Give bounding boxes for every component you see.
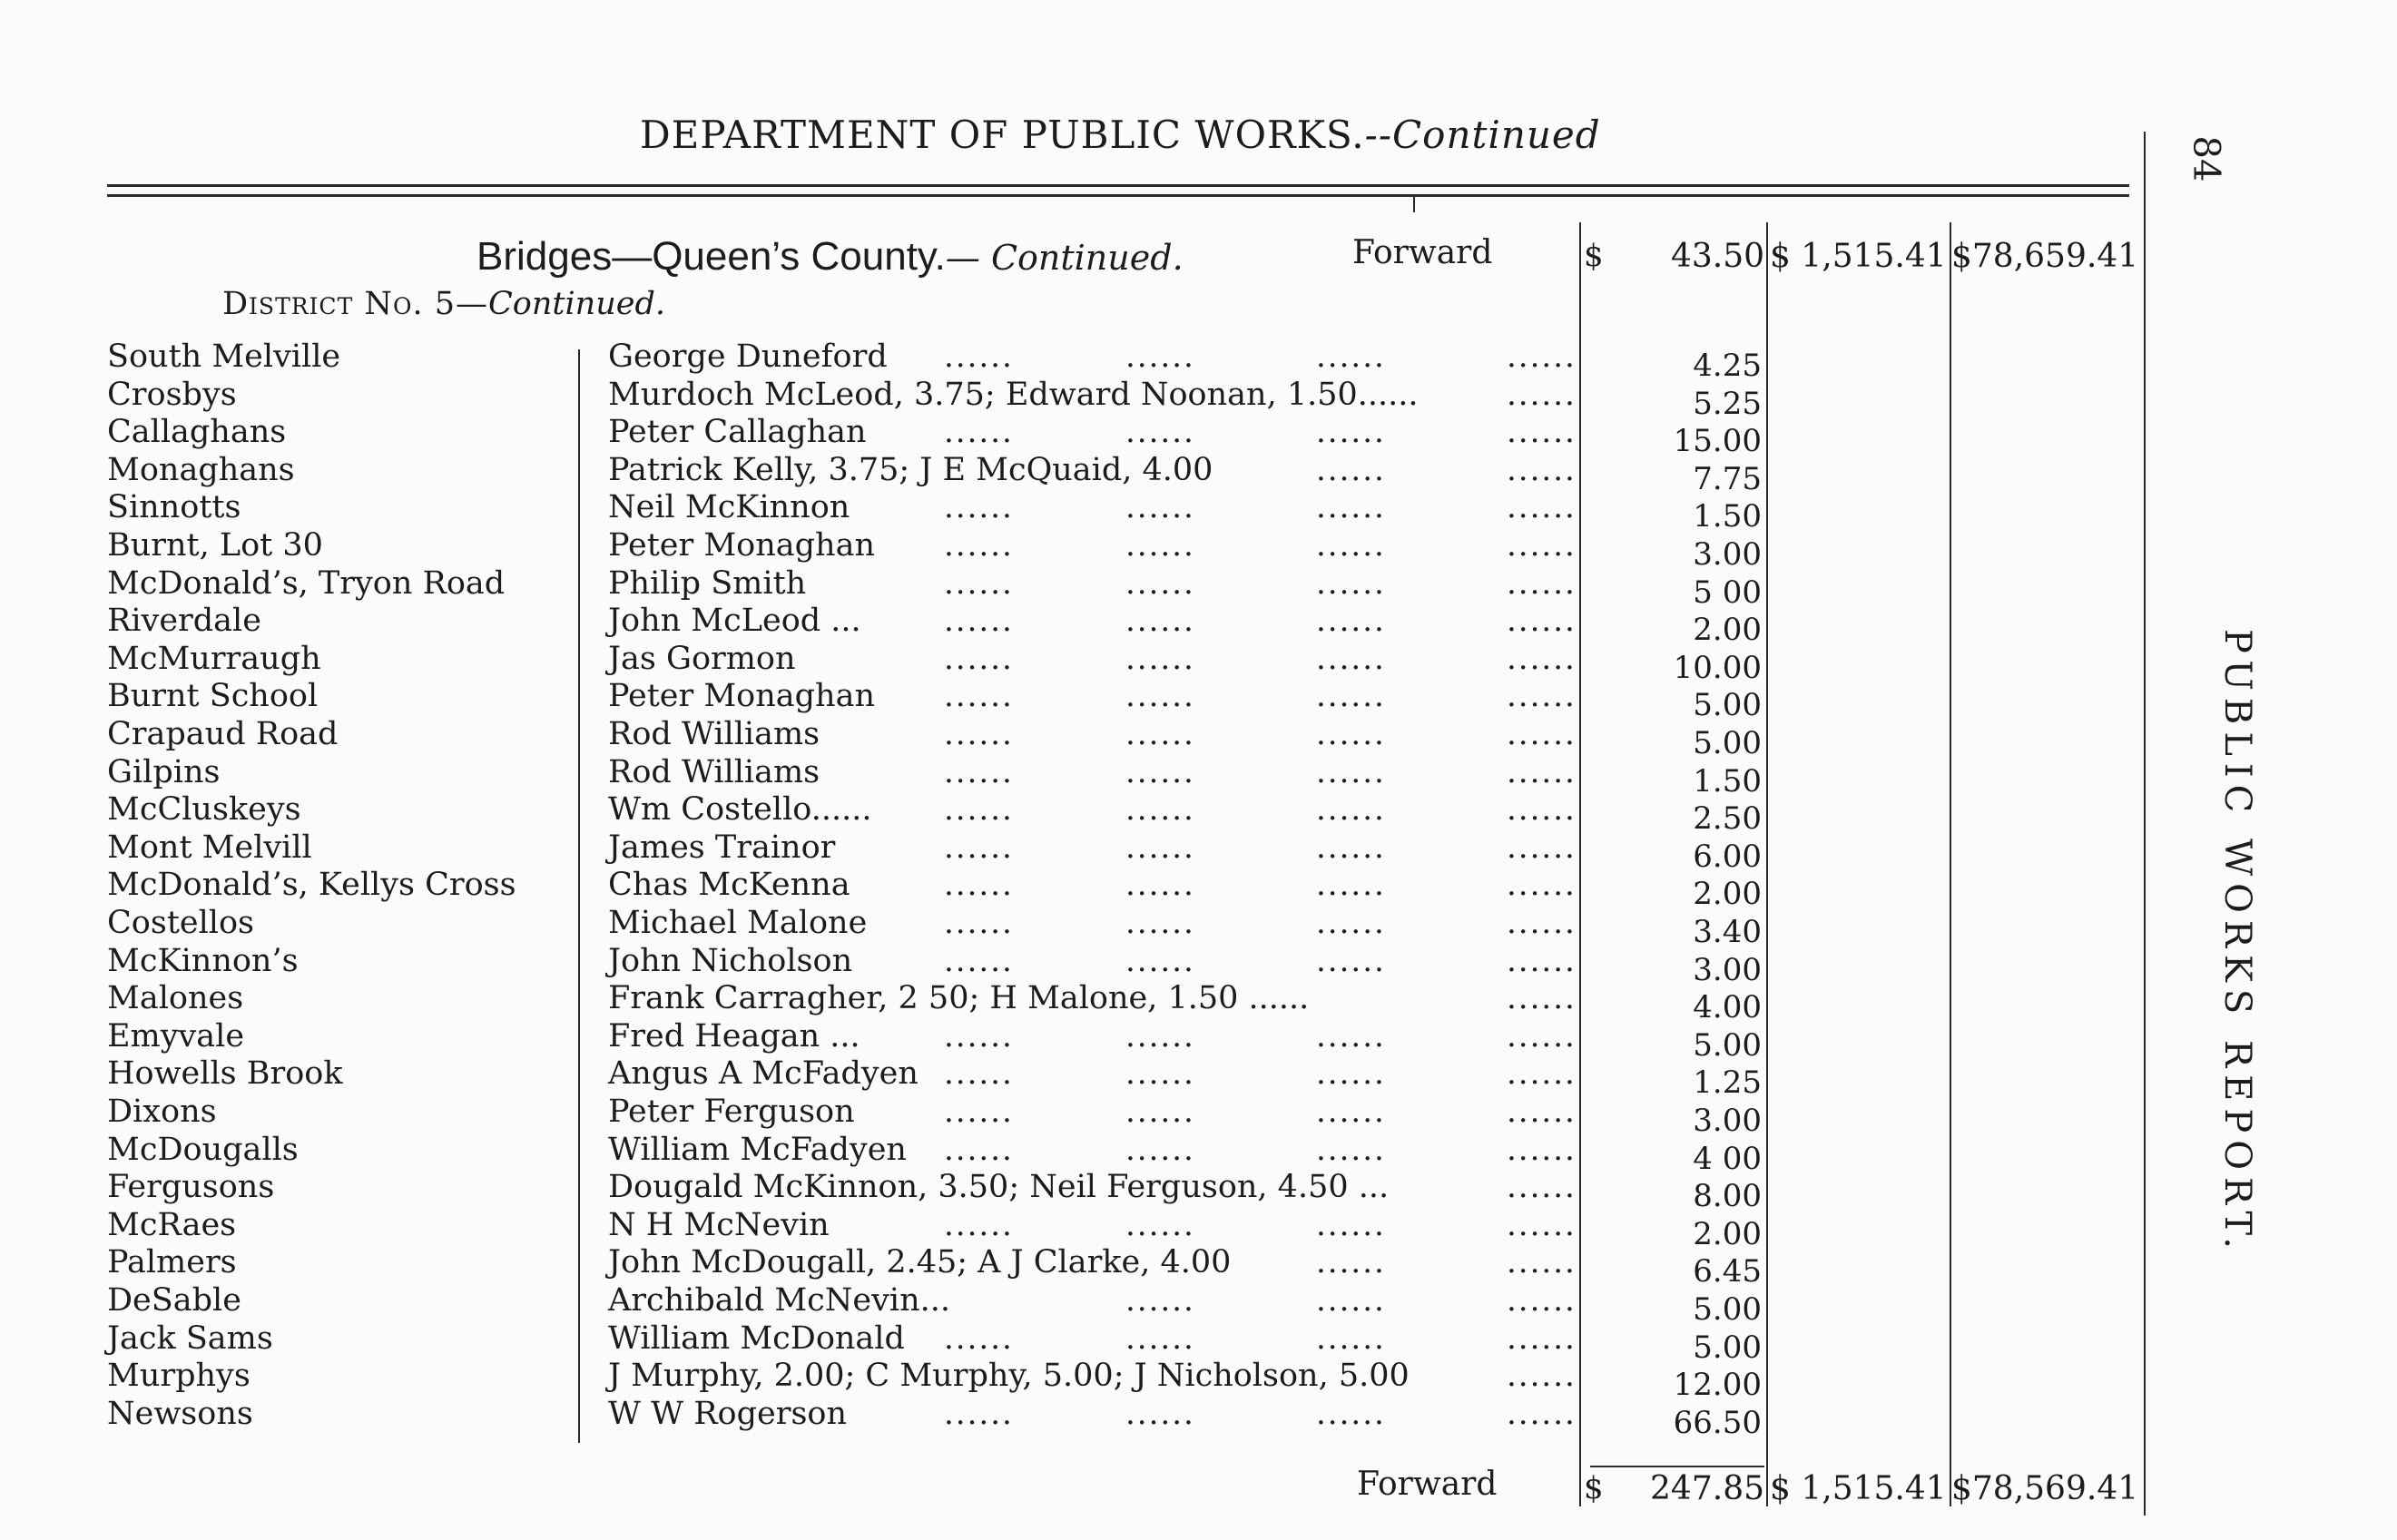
table-row [0, 1094, 2397, 1139]
leader-dots: ...... [944, 414, 1014, 451]
leader-dots: ...... [944, 1395, 1014, 1432]
table-row [0, 414, 2397, 460]
leader-dots: ...... [1507, 791, 1577, 829]
forward-bottom-col2: $ 1,515.41 [1770, 1470, 1947, 1507]
leader-dots: ...... [1125, 338, 1195, 375]
leader-dots: ...... [1125, 640, 1195, 677]
forward-bottom-col1: 247.85 [1650, 1470, 1764, 1507]
leader-dots: ...... [944, 791, 1014, 829]
entry-payee: John McLeod ... [608, 603, 861, 640]
leader-dots: ...... [1507, 603, 1577, 640]
leader-dots: ...... [1507, 338, 1577, 375]
header-rule-tick [1413, 194, 1415, 212]
leader-dots: ...... [1316, 678, 1386, 715]
entry-place: Crapaud Road [107, 716, 339, 752]
table-row [0, 603, 2397, 649]
leader-dots: ...... [944, 942, 1014, 979]
entry-amount: 5.00 [1693, 1026, 1762, 1064]
entry-payee: Chas McKenna [608, 867, 850, 904]
entry-payee: Michael Malone [608, 905, 868, 941]
leader-dots: ...... [1507, 829, 1577, 866]
page-title-continued: --Continued [1364, 113, 1601, 157]
entry-amount: 2.50 [1693, 800, 1762, 838]
entry-payee: Philip Smith [608, 564, 807, 602]
entry-place: McCluskeys [107, 791, 301, 829]
entry-payee: Jas Gormon [608, 640, 796, 677]
entry-payee: John McDougall, 2.45; A J Clarke, 4.00 [608, 1244, 1232, 1281]
leader-dots: ...... [1316, 1395, 1386, 1432]
entry-amount: 5.00 [1693, 725, 1762, 761]
entry-payee: Wm Costello...... [608, 791, 872, 829]
entry-payee: Peter Callaghan [608, 414, 867, 451]
leader-dots: ...... [1125, 867, 1195, 904]
district-heading [222, 286, 665, 322]
leader-dots: ...... [1507, 640, 1577, 677]
leader-dots: ...... [1316, 829, 1386, 866]
header-rule-bottom [107, 194, 2129, 197]
entry-place: DeSable [107, 1282, 241, 1319]
side-title: PUBLIC WORKS REPORT. [2216, 629, 2258, 1256]
table-row [0, 1395, 2397, 1441]
entry-place: Burnt School [107, 678, 319, 715]
total-rule [1590, 1466, 1764, 1467]
entry-place: Mont Melvill [107, 829, 312, 866]
table-row [0, 1244, 2397, 1290]
leader-dots: ...... [944, 1131, 1014, 1168]
entry-place: Dixons [107, 1094, 217, 1130]
entry-place: McDonald’s, Tryon Road [107, 564, 506, 602]
entry-amount: 66.50 [1673, 1404, 1762, 1441]
entry-amount: 5.25 [1693, 385, 1762, 422]
entry-place: South Melville [107, 338, 341, 375]
entry-payee: Murdoch McLeod, 3.75; Edward Noonan, 1.50...... [608, 376, 1419, 413]
entry-payee: N H McNevin [608, 1206, 830, 1243]
table-row [0, 1017, 2397, 1064]
entry-place: McMurraugh [107, 640, 321, 677]
leader-dots: ...... [944, 753, 1014, 790]
entry-place: Murphys [107, 1358, 251, 1395]
leader-dots: ...... [944, 1094, 1014, 1130]
leader-dots: ...... [1507, 716, 1577, 752]
entry-amount: 5.00 [1693, 1291, 1762, 1328]
entry-amount: 5 00 [1693, 574, 1762, 611]
leader-dots: ...... [1507, 867, 1577, 904]
forward-top-col1: 43.50 [1670, 238, 1764, 275]
entry-amount: 6.00 [1693, 838, 1762, 875]
table-row [0, 376, 2397, 422]
entry-amount: 3.00 [1693, 951, 1762, 988]
table-row [0, 942, 2397, 988]
table-row [0, 564, 2397, 611]
entry-amount: 3.00 [1693, 1103, 1762, 1139]
leader-dots: ...... [1125, 942, 1195, 979]
leader-dots: ...... [1507, 942, 1577, 979]
leader-dots: ...... [1125, 1319, 1195, 1357]
entry-place: Crosbys [107, 376, 237, 413]
entry-place: McDonald’s, Kellys Cross [107, 867, 516, 904]
entry-amount: 5.00 [1693, 1329, 1762, 1366]
leader-dots: ...... [1125, 753, 1195, 790]
leader-dots: ...... [1507, 1282, 1577, 1319]
entry-payee: William McFadyen [608, 1131, 907, 1168]
entry-amount: 4.25 [1693, 348, 1762, 384]
leader-dots: ...... [1507, 1395, 1577, 1432]
table-row [0, 716, 2397, 761]
leader-dots: ...... [1125, 1094, 1195, 1130]
leader-dots: ...... [1507, 1358, 1577, 1395]
forward-top-col2: $ 1,515.41 [1770, 238, 1947, 275]
leader-dots: ...... [1125, 1282, 1195, 1319]
entry-payee: Rod Williams [608, 753, 820, 790]
entry-place: McRaes [107, 1206, 237, 1243]
leader-dots: ...... [1507, 527, 1577, 564]
entry-payee: Peter Monaghan [608, 678, 875, 715]
entry-amount: 4.00 [1693, 989, 1762, 1026]
forward-top-label: Forward [1352, 234, 1493, 271]
entry-amount: 1.50 [1693, 498, 1762, 535]
leader-dots: ...... [1507, 451, 1577, 488]
leader-dots: ...... [1507, 1055, 1577, 1093]
table-row [0, 867, 2397, 913]
leader-dots: ...... [1316, 564, 1386, 602]
leader-dots: ...... [944, 716, 1014, 752]
leader-dots: ...... [1125, 1395, 1195, 1432]
table-row [0, 451, 2397, 497]
leader-dots: ...... [944, 640, 1014, 677]
leader-dots: ...... [1316, 338, 1386, 375]
page-title-text: DEPARTMENT OF PUBLIC WORKS. [640, 113, 1365, 157]
leader-dots: ...... [1316, 527, 1386, 564]
leader-dots: ...... [1316, 1055, 1386, 1093]
entry-amount: 5.00 [1693, 687, 1762, 724]
entry-amount: 3.00 [1693, 536, 1762, 573]
leader-dots: ...... [1316, 753, 1386, 790]
leader-dots: ...... [1507, 414, 1577, 451]
entry-payee: Fred Heagan ... [608, 1017, 860, 1054]
leader-dots: ...... [1125, 716, 1195, 752]
leader-dots: ...... [1507, 1244, 1577, 1281]
entry-place: Malones [107, 980, 244, 1017]
entry-place: McKinnon’s [107, 942, 299, 979]
entry-amount: 6.45 [1693, 1253, 1762, 1290]
leader-dots: ...... [1316, 867, 1386, 904]
leader-dots: ...... [1507, 1017, 1577, 1054]
leader-dots: ...... [1316, 603, 1386, 640]
table-row [0, 1206, 2397, 1252]
leader-dots: ...... [944, 1055, 1014, 1093]
entry-place: Costellos [107, 905, 255, 941]
leader-dots: ...... [1316, 905, 1386, 941]
entry-payee: Dougald McKinnon, 3.50; Neil Ferguson, 4.50 ... [608, 1169, 1390, 1206]
leader-dots: ...... [1507, 489, 1577, 526]
table-row [0, 489, 2397, 535]
leader-dots: ...... [944, 829, 1014, 866]
table-row [0, 1358, 2397, 1404]
leader-dots: ...... [1507, 1131, 1577, 1168]
table-row [0, 980, 2397, 1026]
entry-amount: 1.25 [1693, 1064, 1762, 1102]
table-row [0, 1319, 2397, 1366]
leader-dots: ...... [1125, 678, 1195, 715]
table-row [0, 1169, 2397, 1215]
entry-payee: W W Rogerson [608, 1395, 848, 1432]
entry-amount: 12.00 [1673, 1367, 1762, 1404]
entry-payee: George Duneford [608, 338, 888, 375]
leader-dots: ...... [1125, 905, 1195, 941]
header-rule-top [107, 184, 2129, 187]
leader-dots: ...... [944, 527, 1014, 564]
forward-bottom-col3: $78,569.41 [1951, 1470, 2139, 1507]
entry-payee: Angus A McFadyen [608, 1055, 919, 1093]
entry-amount: 2.00 [1693, 1215, 1762, 1252]
district-heading-text: District No. 5— [222, 286, 489, 322]
forward-top-col3: $78,659.41 [1951, 238, 2139, 275]
entry-place: Emyvale [107, 1017, 245, 1054]
leader-dots: ...... [1316, 1282, 1386, 1319]
leader-dots: ...... [1507, 980, 1577, 1017]
section-heading-continued: — Continued. [945, 238, 1184, 278]
table-row [0, 527, 2397, 573]
leader-dots: ...... [944, 1017, 1014, 1054]
leader-dots: ...... [1125, 791, 1195, 829]
entry-payee: Peter Monaghan [608, 527, 875, 564]
entry-place: Burnt, Lot 30 [107, 527, 323, 564]
entry-place: Callaghans [107, 414, 287, 451]
entry-amount: 3.40 [1693, 914, 1762, 950]
leader-dots: ...... [1125, 603, 1195, 640]
leader-dots: ...... [1316, 1017, 1386, 1054]
page-number: 84 [2185, 135, 2227, 182]
district-heading-continued: Continued. [488, 286, 665, 322]
entry-place: Jack Sams [107, 1319, 273, 1357]
leader-dots: ...... [1125, 1017, 1195, 1054]
leader-dots: ...... [1507, 1169, 1577, 1206]
leader-dots: ...... [944, 338, 1014, 375]
leader-dots: ...... [1507, 753, 1577, 790]
leader-dots: ...... [944, 867, 1014, 904]
leader-dots: ...... [1316, 942, 1386, 979]
table-row [0, 1131, 2397, 1177]
leader-dots: ...... [944, 1206, 1014, 1243]
leader-dots: ...... [1507, 905, 1577, 941]
entry-amount: 8.00 [1693, 1178, 1762, 1215]
table-row [0, 791, 2397, 838]
leader-dots: ...... [1507, 1319, 1577, 1357]
leader-dots: ...... [1316, 451, 1386, 488]
leader-dots: ...... [1125, 489, 1195, 526]
entry-amount: 2.00 [1693, 876, 1762, 913]
table-row [0, 1282, 2397, 1328]
section-heading-text: Bridges—Queen’s County. [476, 234, 946, 279]
entry-place: Gilpins [107, 753, 221, 790]
entry-amount: 4 00 [1693, 1140, 1762, 1177]
entry-place: Newsons [107, 1395, 253, 1432]
entry-place: Sinnotts [107, 489, 241, 526]
table-row [0, 753, 2397, 799]
leader-dots: ...... [1316, 1244, 1386, 1281]
leader-dots: ...... [1316, 1319, 1386, 1357]
leader-dots: ...... [944, 603, 1014, 640]
table-row [0, 338, 2397, 384]
leader-dots: ...... [944, 1319, 1014, 1357]
forward-bottom-dollar: $ [1584, 1470, 1604, 1506]
page-title [640, 113, 1601, 157]
leader-dots: ...... [1316, 489, 1386, 526]
entry-payee: Patrick Kelly, 3.75; J E McQuaid, 4.00 [608, 451, 1213, 488]
leader-dots: ...... [1125, 1055, 1195, 1093]
leader-dots: ...... [1316, 414, 1386, 451]
entry-place: Palmers [107, 1244, 237, 1281]
entry-payee: Neil McKinnon [608, 489, 850, 526]
entry-payee: Peter Ferguson [608, 1094, 855, 1130]
leader-dots: ...... [1507, 678, 1577, 715]
leader-dots: ...... [944, 905, 1014, 941]
leader-dots: ...... [1316, 791, 1386, 829]
entry-payee: John Nicholson [608, 942, 853, 979]
entry-amount: 2.00 [1693, 612, 1762, 649]
entry-payee: J Murphy, 2.00; C Murphy, 5.00; J Nicholson, 5.00 [608, 1358, 1410, 1395]
leader-dots: ...... [944, 489, 1014, 526]
entry-place: Howells Brook [107, 1055, 343, 1093]
leader-dots: ...... [1125, 527, 1195, 564]
entry-amount: 1.50 [1693, 762, 1762, 799]
table-row [0, 1055, 2397, 1102]
entry-payee: Rod Williams [608, 716, 820, 752]
leader-dots: ...... [1507, 376, 1577, 413]
leader-dots: ...... [1316, 1131, 1386, 1168]
entry-payee: William McDonald [608, 1319, 905, 1357]
leader-dots: ...... [1125, 1131, 1195, 1168]
leader-dots: ...... [1125, 414, 1195, 451]
leader-dots: ...... [1507, 1094, 1577, 1130]
entry-payee: Archibald McNevin... [608, 1282, 951, 1319]
leader-dots: ...... [1316, 640, 1386, 677]
entry-amount: 7.75 [1693, 460, 1762, 497]
leader-dots: ...... [1125, 564, 1195, 602]
entry-place: Riverdale [107, 603, 261, 640]
table-row [0, 640, 2397, 686]
leader-dots: ...... [1125, 1206, 1195, 1243]
leader-dots: ...... [1507, 1206, 1577, 1243]
forward-bottom-label: Forward [1357, 1466, 1498, 1503]
entry-payee: Frank Carragher, 2 50; H Malone, 1.50 ...... [608, 980, 1310, 1017]
entry-payee: James Trainor [608, 829, 836, 866]
leader-dots: ...... [1507, 564, 1577, 602]
leader-dots: ...... [944, 678, 1014, 715]
leader-dots: ...... [1316, 1094, 1386, 1130]
entry-place: Monaghans [107, 451, 295, 488]
forward-top-dollar: $ [1584, 238, 1604, 274]
entry-amount: 15.00 [1673, 423, 1762, 460]
leader-dots: ...... [1125, 829, 1195, 866]
leader-dots: ...... [1316, 1206, 1386, 1243]
entry-place: McDougalls [107, 1131, 299, 1168]
table-row [0, 678, 2397, 724]
leader-dots: ...... [944, 564, 1014, 602]
entry-amount: 10.00 [1673, 649, 1762, 686]
table-row [0, 905, 2397, 950]
leader-dots: ...... [1316, 716, 1386, 752]
entry-place: Fergusons [107, 1169, 275, 1206]
section-heading [476, 234, 1184, 280]
table-row [0, 829, 2397, 875]
